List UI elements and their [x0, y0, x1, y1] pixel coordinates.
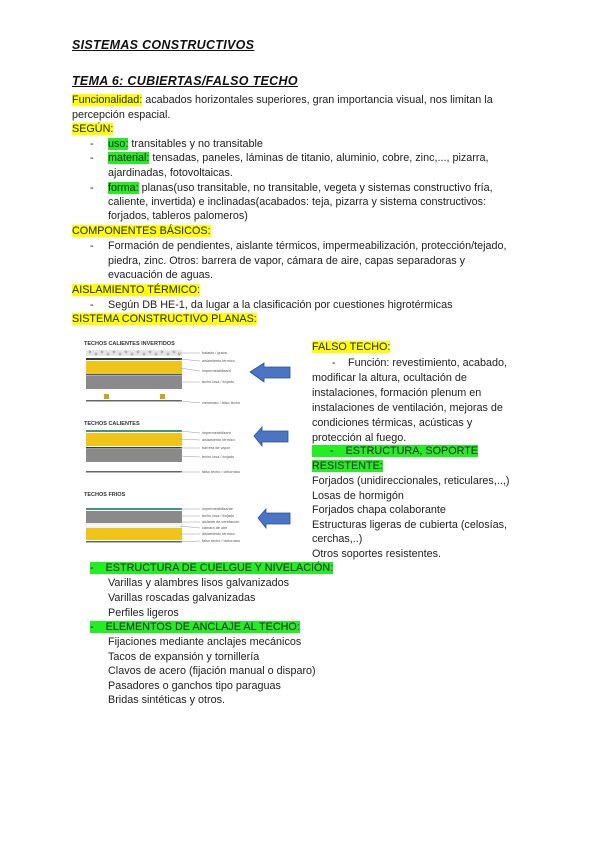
note: impermeabilizant: [202, 431, 231, 435]
insulation-layer: [86, 433, 182, 446]
membrane-layer: [86, 358, 182, 360]
cuelgue-label-text: ESTRUCTURA DE CUELGUE Y NIVELACIÓN:: [105, 562, 334, 574]
estructura-label-1: - ESTRUCTURA, SOPORTE: [312, 445, 478, 457]
vapor-barrier: [86, 447, 182, 449]
bullet-dash: -: [90, 240, 94, 252]
segun-heading: [72, 122, 113, 137]
ceiling-line: [86, 541, 182, 543]
topic-title: TEMA 6: CUBIERTAS/FALSO TECHO: [72, 74, 298, 88]
slab-layer: [86, 449, 182, 462]
material-label: material:: [108, 152, 150, 164]
estructura-label-2: RESISTENTE:: [312, 460, 383, 472]
anclaje-line-1: Fijaciones mediante anclajes mecánicos: [108, 636, 302, 648]
cuelgue-label: - ESTRUCTURA DE CUELGUE Y NIVELACIÓN:: [90, 562, 334, 574]
forma-text-cont1: caliente, invertida) e inclinadas(acabados: teja, pizarra y sistema constructivos:: [108, 196, 487, 208]
anclaje-line-3: Clavos de acero (fijación manual o disparo): [108, 665, 316, 677]
arrow-icon: [250, 363, 290, 382]
funcionalidad-paragraph: [72, 93, 493, 108]
anclaje-line-5: Bridas sintéticas y otros.: [108, 694, 226, 706]
estructura-line-5: cerchas,..): [312, 533, 363, 545]
funcion-line-3: instalaciones, formación plenum en: [312, 387, 482, 399]
section3-label: TECHOS FRIOS: [84, 492, 126, 498]
hanger-block: [160, 394, 165, 399]
anclaje-heading: [90, 620, 300, 635]
uso-text: transitables y no transitable: [128, 138, 263, 150]
componentes-line-3: evacuación de aguas.: [108, 269, 214, 281]
note: barrera de vapor: [202, 446, 231, 450]
uso-label: uso:: [108, 138, 129, 150]
funcion-line-2: modificar la altura, ocultación de: [312, 372, 467, 384]
note: aislamiento térmico: [202, 438, 235, 442]
sistema-label: SISTEMA CONSTRUCTIVO PLANAS:: [72, 313, 257, 325]
bullet-dash: -: [332, 357, 336, 369]
cuelgue-heading: [90, 561, 333, 576]
ceiling-line: [86, 400, 182, 402]
segun-item-uso: [108, 137, 263, 152]
anclaje-label-text: ELEMENTOS DE ANCLAJE AL TECHO:: [105, 621, 300, 633]
bullet-dash: -: [90, 152, 94, 164]
bullet-dash: -: [90, 138, 94, 150]
insulation-layer: [86, 361, 182, 374]
componentes-line-1: Formación de pendientes, aislante térmicos, impermeabilización, protección/tejado,: [108, 240, 507, 252]
funcion-line-1: Función: revestimiento, acabado,: [348, 357, 508, 369]
estructura-line-2: Losas de hormigón: [312, 490, 404, 502]
componentes-line-2: piedra, zinc. Otros: barrera de vapor, cámara de aire, capas separadoras y: [108, 255, 466, 267]
air-chamber: [86, 524, 182, 527]
note: techo losa / forjado: [202, 380, 235, 384]
insulation-layer: [86, 528, 182, 540]
forma-label: forma:: [108, 182, 139, 194]
note: cielorraso / falso techo: [202, 401, 240, 405]
falso-techo-label: FALSO TECHO:: [312, 341, 391, 353]
anclaje-label: - ELEMENTOS DE ANCLAJE AL TECHO:: [90, 621, 300, 633]
anclaje-line-2: Tacos de expansión y tornillería: [108, 651, 260, 663]
forma-text-cont2: forjados, tableros palomeros): [108, 210, 248, 222]
material-text: tensadas, paneles, láminas de titanio, aluminio, cobre, zinc,..., pizarra,: [149, 152, 489, 164]
gravel-layer: [86, 350, 182, 356]
funcion-line-5: condiciones térmicas, acústicas y: [312, 417, 473, 429]
aislamiento-label: AISLAMIENTO TÉRMICO:: [72, 284, 200, 296]
waterproof-layer: [86, 430, 182, 432]
cuelgue-line-3: Perfiles ligeros: [108, 607, 179, 619]
segun-item-forma: [108, 181, 493, 196]
sistema-heading: [72, 312, 257, 327]
note: aislamiento térmico: [202, 532, 235, 536]
funcion-line-6: protección al fuego.: [312, 432, 407, 444]
estructura-heading-1: [312, 444, 478, 459]
cuelgue-line-1: Varillas y alambres lisos galvanizados: [108, 577, 290, 589]
note: cámara de aire: [202, 526, 228, 530]
segun-label: SEGÚN:: [72, 123, 114, 135]
estructura-line-4: Estructuras ligeras de cubierta (celosías,: [312, 519, 508, 531]
section2-label: TECHOS CALIENTES: [84, 421, 140, 427]
slab-layer: [86, 376, 182, 389]
ceiling-line: [86, 471, 182, 473]
componentes-heading: [72, 224, 211, 239]
note: techo losa / forjado: [202, 514, 235, 518]
hanger-block: [104, 394, 109, 399]
note: aislamiento térmico: [202, 359, 235, 363]
note: falso techo / cielorraso: [202, 470, 240, 474]
arrow-icon: [258, 509, 290, 528]
note: aislante de ventilación: [202, 520, 240, 524]
estructura-label-text: ESTRUCTURA, SOPORTE: [345, 445, 478, 457]
funcionalidad-text-cont: percepción espacial.: [72, 109, 171, 121]
falso-techo-heading: [312, 340, 390, 355]
estructura-heading-2: [312, 459, 383, 474]
slab-layer: [86, 511, 182, 523]
note: falso techo / cielorraso: [202, 539, 240, 543]
estructura-line-1: Forjados (unidireccionales, reticulares,..,): [312, 475, 510, 487]
funcion-line-4: instalaciones de ventilación, mejoras de: [312, 402, 503, 414]
material-text-cont: ajardinadas, fotovoltaicas.: [108, 167, 233, 179]
bullet-dash: -: [90, 182, 94, 194]
anclaje-line-4: Pasadores o ganchos tipo paraguas: [108, 680, 281, 692]
estructura-line-3: Forjados chapa colaborante: [312, 504, 446, 516]
funcionalidad-text: acabados horizontales superiores, gran importancia visual, nos limitan la: [142, 94, 493, 106]
aislamiento-heading: [72, 283, 200, 298]
arrow-icon: [254, 427, 288, 446]
note: impermeabilizante: [202, 507, 233, 511]
forma-text: planas(uso transitable, no transitable, vegeta y sistemas constructivo fría,: [138, 182, 493, 194]
note: techo losa / forjado: [202, 455, 235, 459]
note: impermeabilizant: [202, 369, 231, 373]
waterproof-layer: [86, 374, 182, 376]
document-title: SISTEMAS CONSTRUCTIVOS: [72, 38, 255, 52]
section1-label: TECHOS CALIENTES INVERTIDOS: [84, 341, 175, 347]
estructura-line-6: Otros soportes resistentes.: [312, 548, 442, 560]
waterproof-layer: [86, 508, 182, 510]
aislamiento-line: Según DB HE-1, da lugar a la clasificación por cuestiones higrotérmicas: [108, 299, 453, 311]
bullet-dash: -: [90, 299, 94, 311]
roof-systems-diagram: [82, 336, 304, 558]
segun-item-material: [108, 151, 489, 166]
funcionalidad-label: Funcionalidad:: [72, 94, 143, 106]
componentes-label: COMPONENTES BÁSICOS:: [72, 225, 211, 237]
cuelgue-line-2: Varillas roscadas galvanizadas: [108, 592, 256, 604]
note: balasto / grava: [202, 351, 227, 355]
